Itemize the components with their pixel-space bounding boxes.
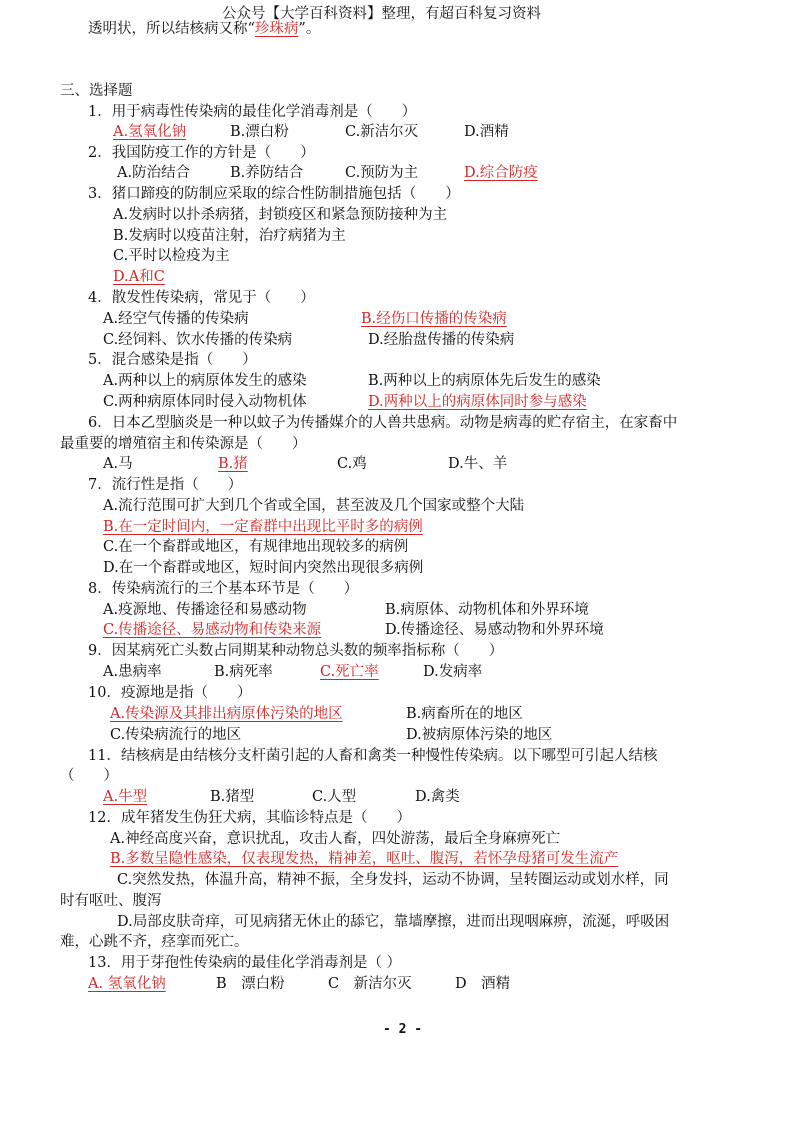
q13-option-a: A. 氢氧化钠	[88, 976, 166, 992]
q11-stem-line2: （ ）	[60, 768, 118, 784]
q12-option-c-line1: C.突然发热，体温升高，精神不振，全身发抖，运动不协调，呈转圈运动或划水样，同	[117, 872, 669, 888]
intro-line	[88, 19, 320, 39]
q12-option-d-line2: 难，心跳不齐，痉挛而死亡。	[60, 934, 249, 950]
q11-option-d: D.禽类	[415, 789, 460, 805]
q5-option-b: B.两种以上的病原体先后发生的感染	[368, 373, 601, 389]
q8-option-c: C.传播途径、易感动物和传染来源	[103, 622, 322, 638]
q9-option-d: D.发病率	[423, 664, 483, 680]
q3-option-d: D.A和C	[113, 269, 165, 285]
q6-option-c: C.鸡	[337, 456, 367, 472]
q7-stem: 7．流行性是指（ ）	[88, 477, 243, 493]
q11-option-c: C.人型	[312, 789, 357, 805]
q3-option-a: A.发病时以扑杀病猪，封锁疫区和紧急预防接种为主	[113, 207, 448, 223]
q12-option-d-line1: D.局部皮肤奇痒，可见病猪无休止的舔它，靠墙摩擦，进而出现咽麻痹，流涎，呼吸困	[117, 914, 670, 930]
q9-option-a: A.患病率	[103, 664, 162, 680]
q12-option-a: A.神经高度兴奋，意识扰乱，攻击人畜，四处游荡，最后全身麻痹死亡	[110, 831, 561, 847]
q6-option-d: D.牛、羊	[448, 456, 508, 472]
q8-option-d: D.传播途径、易感动物和外界环境	[385, 622, 604, 638]
page-header: 公众号【大学百科资料】整理，有超百科复习资料	[222, 6, 541, 22]
q10-option-b: B.病畜所在的地区	[406, 706, 523, 722]
q3-stem: 3．猪口蹄疫的防制应采取的综合性防制措施包括（ ）	[88, 186, 460, 202]
q6-option-a: A.马	[103, 456, 133, 472]
q6-stem-line2: 最重要的增殖宿主和传染源是（ ）	[60, 436, 307, 452]
q13-stem: 13．用于芽孢性传染病的最佳化学消毒剂是（ ）	[88, 955, 402, 971]
q3-option-b: B.发病时以疫苗注射，治疗病猪为主	[113, 228, 346, 244]
q1-option-c: C.新洁尔灭	[345, 124, 419, 140]
q11-stem-line1: 11．结核病是由结核分支杆菌引起的人畜和禽类一种慢性传染病。以下哪型可引起人结核	[88, 748, 658, 764]
q2-option-b: B.养防结合	[230, 165, 304, 181]
q12-option-b: B.多数呈隐性感染，仅表现发热，精神差，呕吐、腹泻，若怀孕母猪可发生流产	[110, 851, 619, 867]
q5-stem: 5．混合感染是指（ ）	[88, 352, 257, 368]
q10-option-d: D.被病原体污染的地区	[406, 727, 553, 743]
q4-option-c: C.经饲料、饮水传播的传染病	[103, 332, 293, 348]
section-title: 三、选择题	[60, 83, 133, 99]
q7-option-a: A.流行范围可扩大到几个省或全国，甚至波及几个国家或整个大陆	[103, 498, 525, 514]
q9-stem: 9．因某病死亡头数占同期某种动物总头数的频率指标称（ ）	[88, 643, 504, 659]
q13-option-c: C 新洁尔灭	[328, 976, 412, 992]
q4-option-a: A.经空气传播的传染病	[103, 311, 249, 327]
q11-option-a: A.牛型	[103, 789, 148, 805]
q13-option-b: B 漂白粉	[216, 976, 285, 992]
q2-option-c: C.预防为主	[345, 165, 419, 181]
q12-option-c-line2: 时有呕吐、腹泻	[60, 893, 162, 909]
q5-option-a: A.两种以上的病原体发生的感染	[103, 373, 307, 389]
q8-option-b: B.病原体、动物机体和外界环境	[385, 602, 589, 618]
q10-option-c: C.传染病流行的地区	[110, 727, 242, 743]
q1-option-d: D.酒精	[464, 124, 509, 140]
q10-option-a: A.传染源及其排出病原体污染的地区	[110, 706, 343, 722]
q1-stem: 1．用于病毒性传染病的最佳化学消毒剂是（ ）	[88, 104, 417, 120]
q9-option-c: C.死亡率	[320, 664, 379, 680]
intro-text-after: ”。	[298, 21, 321, 37]
q7-option-b: B.在一定时间内，一定畜群中出现比平时多的病例	[103, 519, 423, 535]
q7-option-c: C.在一个畜群或地区，有规律地出现较多的病例	[103, 539, 409, 555]
q5-option-d: D.两种以上的病原体同时参与感染	[368, 394, 587, 410]
intro-text-before: 透明状，所以结核病又称“	[88, 21, 255, 37]
q4-option-b: B.经伤口传播的传染病	[361, 311, 507, 327]
q4-option-d: D.经胎盘传播的传染病	[368, 332, 515, 348]
intro-answer: 珍珠病	[254, 21, 299, 37]
q4-stem: 4．散发性传染病，常见于（ ）	[88, 290, 315, 306]
q7-option-d: D.在一个畜群或地区，短时间内突然出现很多病例	[103, 560, 424, 576]
q10-stem: 10．疫源地是指（ ）	[88, 685, 252, 701]
q2-stem: 2．我国防疫工作的方针是（ ）	[88, 145, 315, 161]
q6-stem-line1: 6．日本乙型脑炎是一种以蚊子为传播媒介的人兽共患病。动物是病毒的贮存宿主，在家畜中	[88, 415, 678, 431]
page-number: - 2 -	[383, 1022, 423, 1037]
q9-option-b: B.病死率	[214, 664, 273, 680]
q11-option-b: B.猪型	[210, 789, 255, 805]
q6-option-b: B.猪	[218, 456, 248, 472]
q3-option-c: C.平时以检疫为主	[113, 248, 230, 264]
q8-stem: 8．传染病流行的三个基本环节是（ ）	[88, 581, 359, 597]
q1-option-a: A.氢氧化钠	[113, 124, 187, 140]
q2-option-a: A.防治结合	[117, 165, 191, 181]
q12-stem: 12．成年猪发生伪狂犬病，其临诊特点是（ ）	[88, 810, 411, 826]
q2-option-d: D.综合防疫	[464, 165, 538, 181]
q8-option-a: A.疫源地、传播途径和易感动物	[103, 602, 307, 618]
q1-option-b: B.漂白粉	[230, 124, 289, 140]
q5-option-c: C.两种病原体同时侵入动物机体	[103, 394, 307, 410]
q13-option-d: D 酒精	[455, 976, 511, 992]
